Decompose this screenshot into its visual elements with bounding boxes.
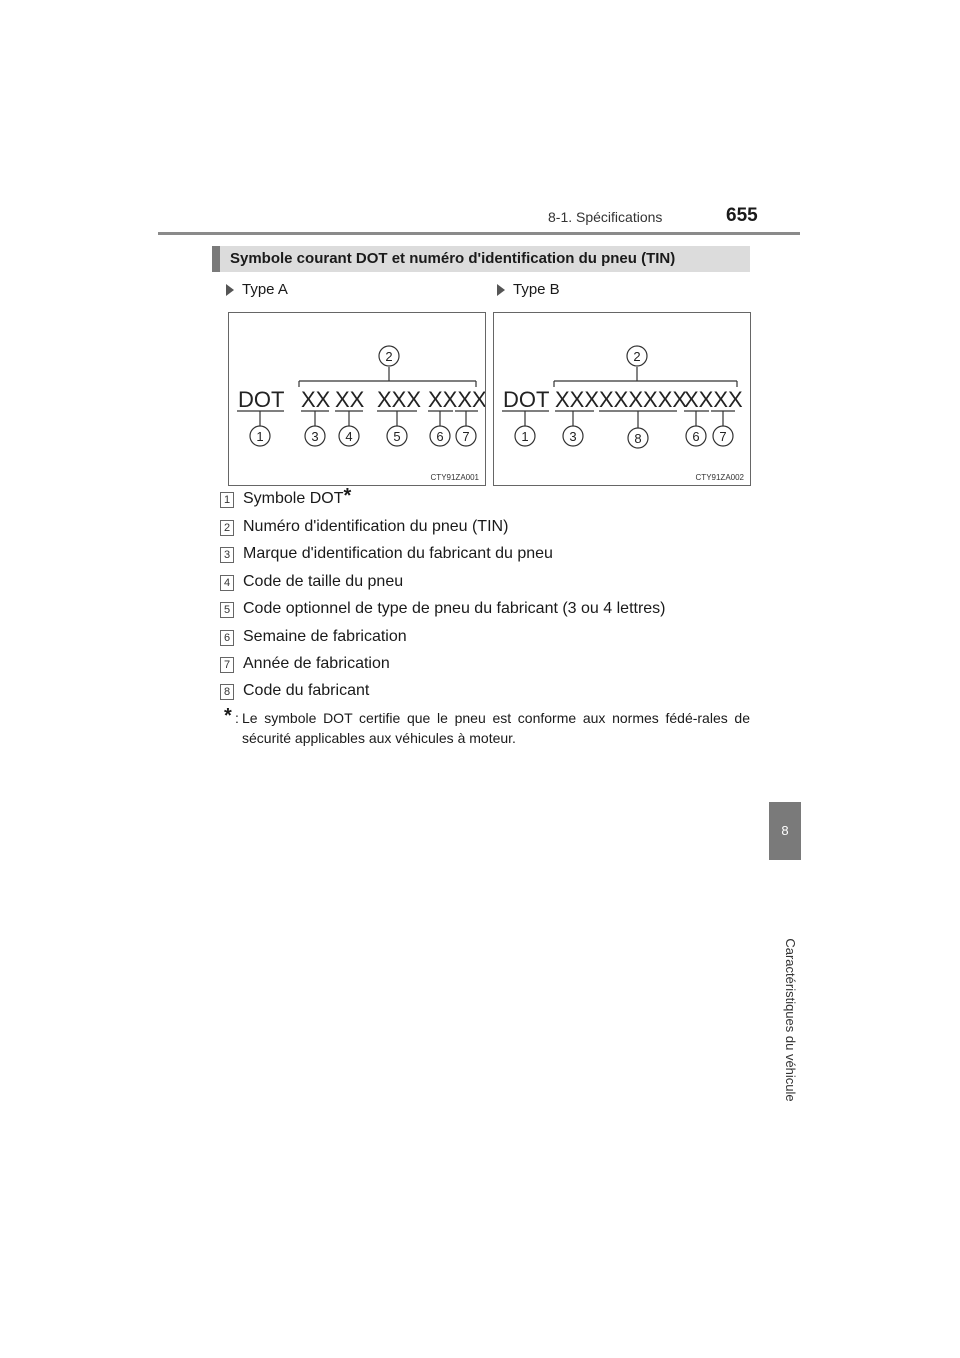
- type-b-label: [497, 281, 560, 298]
- tin-diagram-type-b: [494, 313, 750, 485]
- legend-text: Code du fabricant: [243, 682, 370, 699]
- type-a-segment-dot: DOT: [238, 387, 285, 412]
- type-b-segment-dot: DOT: [503, 387, 550, 412]
- legend-text: Code optionnel de type de pneu du fabricant (3 ou 4 lettres): [243, 600, 666, 617]
- footnote-marker: *: [343, 485, 352, 507]
- legend-number-badge: 4: [220, 575, 234, 591]
- footnote: * : Le symbole DOT certifie que le pneu est conforme aux normes fédé-rales de sécurité applicables aux véhicules à moteur.: [224, 705, 750, 746]
- triangle-bullet-icon: [497, 284, 505, 296]
- header-divider: [158, 232, 800, 235]
- legend-text: Code de taille du pneu: [243, 573, 404, 590]
- footnote-asterisk: *: [224, 705, 232, 727]
- legend-text: Symbole DOT: [243, 490, 344, 507]
- type-a-figure-code: CTY91ZA001: [430, 473, 479, 482]
- type-a-marker-6: 6: [436, 429, 444, 444]
- legend-number-badge: 3: [220, 547, 234, 563]
- type-b-figure-code: CTY91ZA002: [695, 473, 744, 482]
- legend-number-badge: 6: [220, 630, 234, 646]
- type-b-marker-3: 3: [569, 429, 577, 444]
- legend-number-badge: 5: [220, 602, 234, 618]
- figure-type-b: [493, 312, 751, 486]
- legend-number-badge: 1: [220, 492, 234, 508]
- footnote-text: Le symbole DOT certifie que le pneu est conforme aux normes fédé-rales de sécurité applicables aux véhicules à moteur.: [242, 710, 750, 746]
- type-a-label: [226, 281, 288, 298]
- type-b-marker-6: 6: [692, 429, 700, 444]
- type-b-marker-7: 7: [719, 429, 727, 444]
- figure-type-a: [228, 312, 486, 486]
- type-a-segment-xxx: XXX: [377, 387, 422, 412]
- triangle-bullet-icon: [226, 284, 234, 296]
- legend-text: Marque d'identification du fabricant du pneu: [243, 545, 553, 562]
- type-b-label-text: Type B: [513, 281, 560, 298]
- type-a-marker-3: 3: [311, 429, 319, 444]
- type-a-segment-xxxx: XXXX: [428, 387, 485, 412]
- section-banner: [212, 246, 750, 272]
- chapter-tab: 8: [769, 802, 801, 860]
- section-title: 8-1. Spécifications: [548, 209, 663, 225]
- page-number: 655: [726, 205, 758, 226]
- type-a-label-text: Type A: [242, 281, 288, 298]
- type-b-marker-8: 8: [634, 431, 642, 446]
- type-b-segment-xxxxxx: XXXXXX: [599, 387, 688, 412]
- section-banner-title: Symbole courant DOT et numéro d'identification du pneu (TIN): [230, 250, 676, 267]
- type-b-top-marker: 2: [633, 349, 641, 364]
- legend-text: Année de fabrication: [243, 655, 390, 672]
- legend-number-badge: 8: [220, 684, 234, 700]
- type-a-marker-4: 4: [345, 429, 353, 444]
- type-b-segment-xxxx: XXXX: [684, 387, 743, 412]
- type-b-marker-1: 1: [521, 429, 529, 444]
- legend-text: Numéro d'identification du pneu (TIN): [243, 518, 509, 535]
- legend-number-badge: 2: [220, 520, 234, 536]
- chapter-title: Caractéristiques du véhicule: [783, 938, 798, 1102]
- type-b-segment-xxx: XXX: [555, 387, 600, 412]
- type-a-top-marker: 2: [385, 349, 393, 364]
- type-a-marker-5: 5: [393, 429, 401, 444]
- type-a-marker-1: 1: [256, 429, 264, 444]
- type-a-marker-7: 7: [462, 429, 470, 444]
- type-a-segment-xx2: XX: [335, 387, 365, 412]
- legend-text: Semaine de fabrication: [243, 628, 407, 645]
- tin-diagram-type-a: [229, 313, 485, 485]
- type-a-segment-xx1: XX: [301, 387, 331, 412]
- legend-number-badge: 7: [220, 657, 234, 673]
